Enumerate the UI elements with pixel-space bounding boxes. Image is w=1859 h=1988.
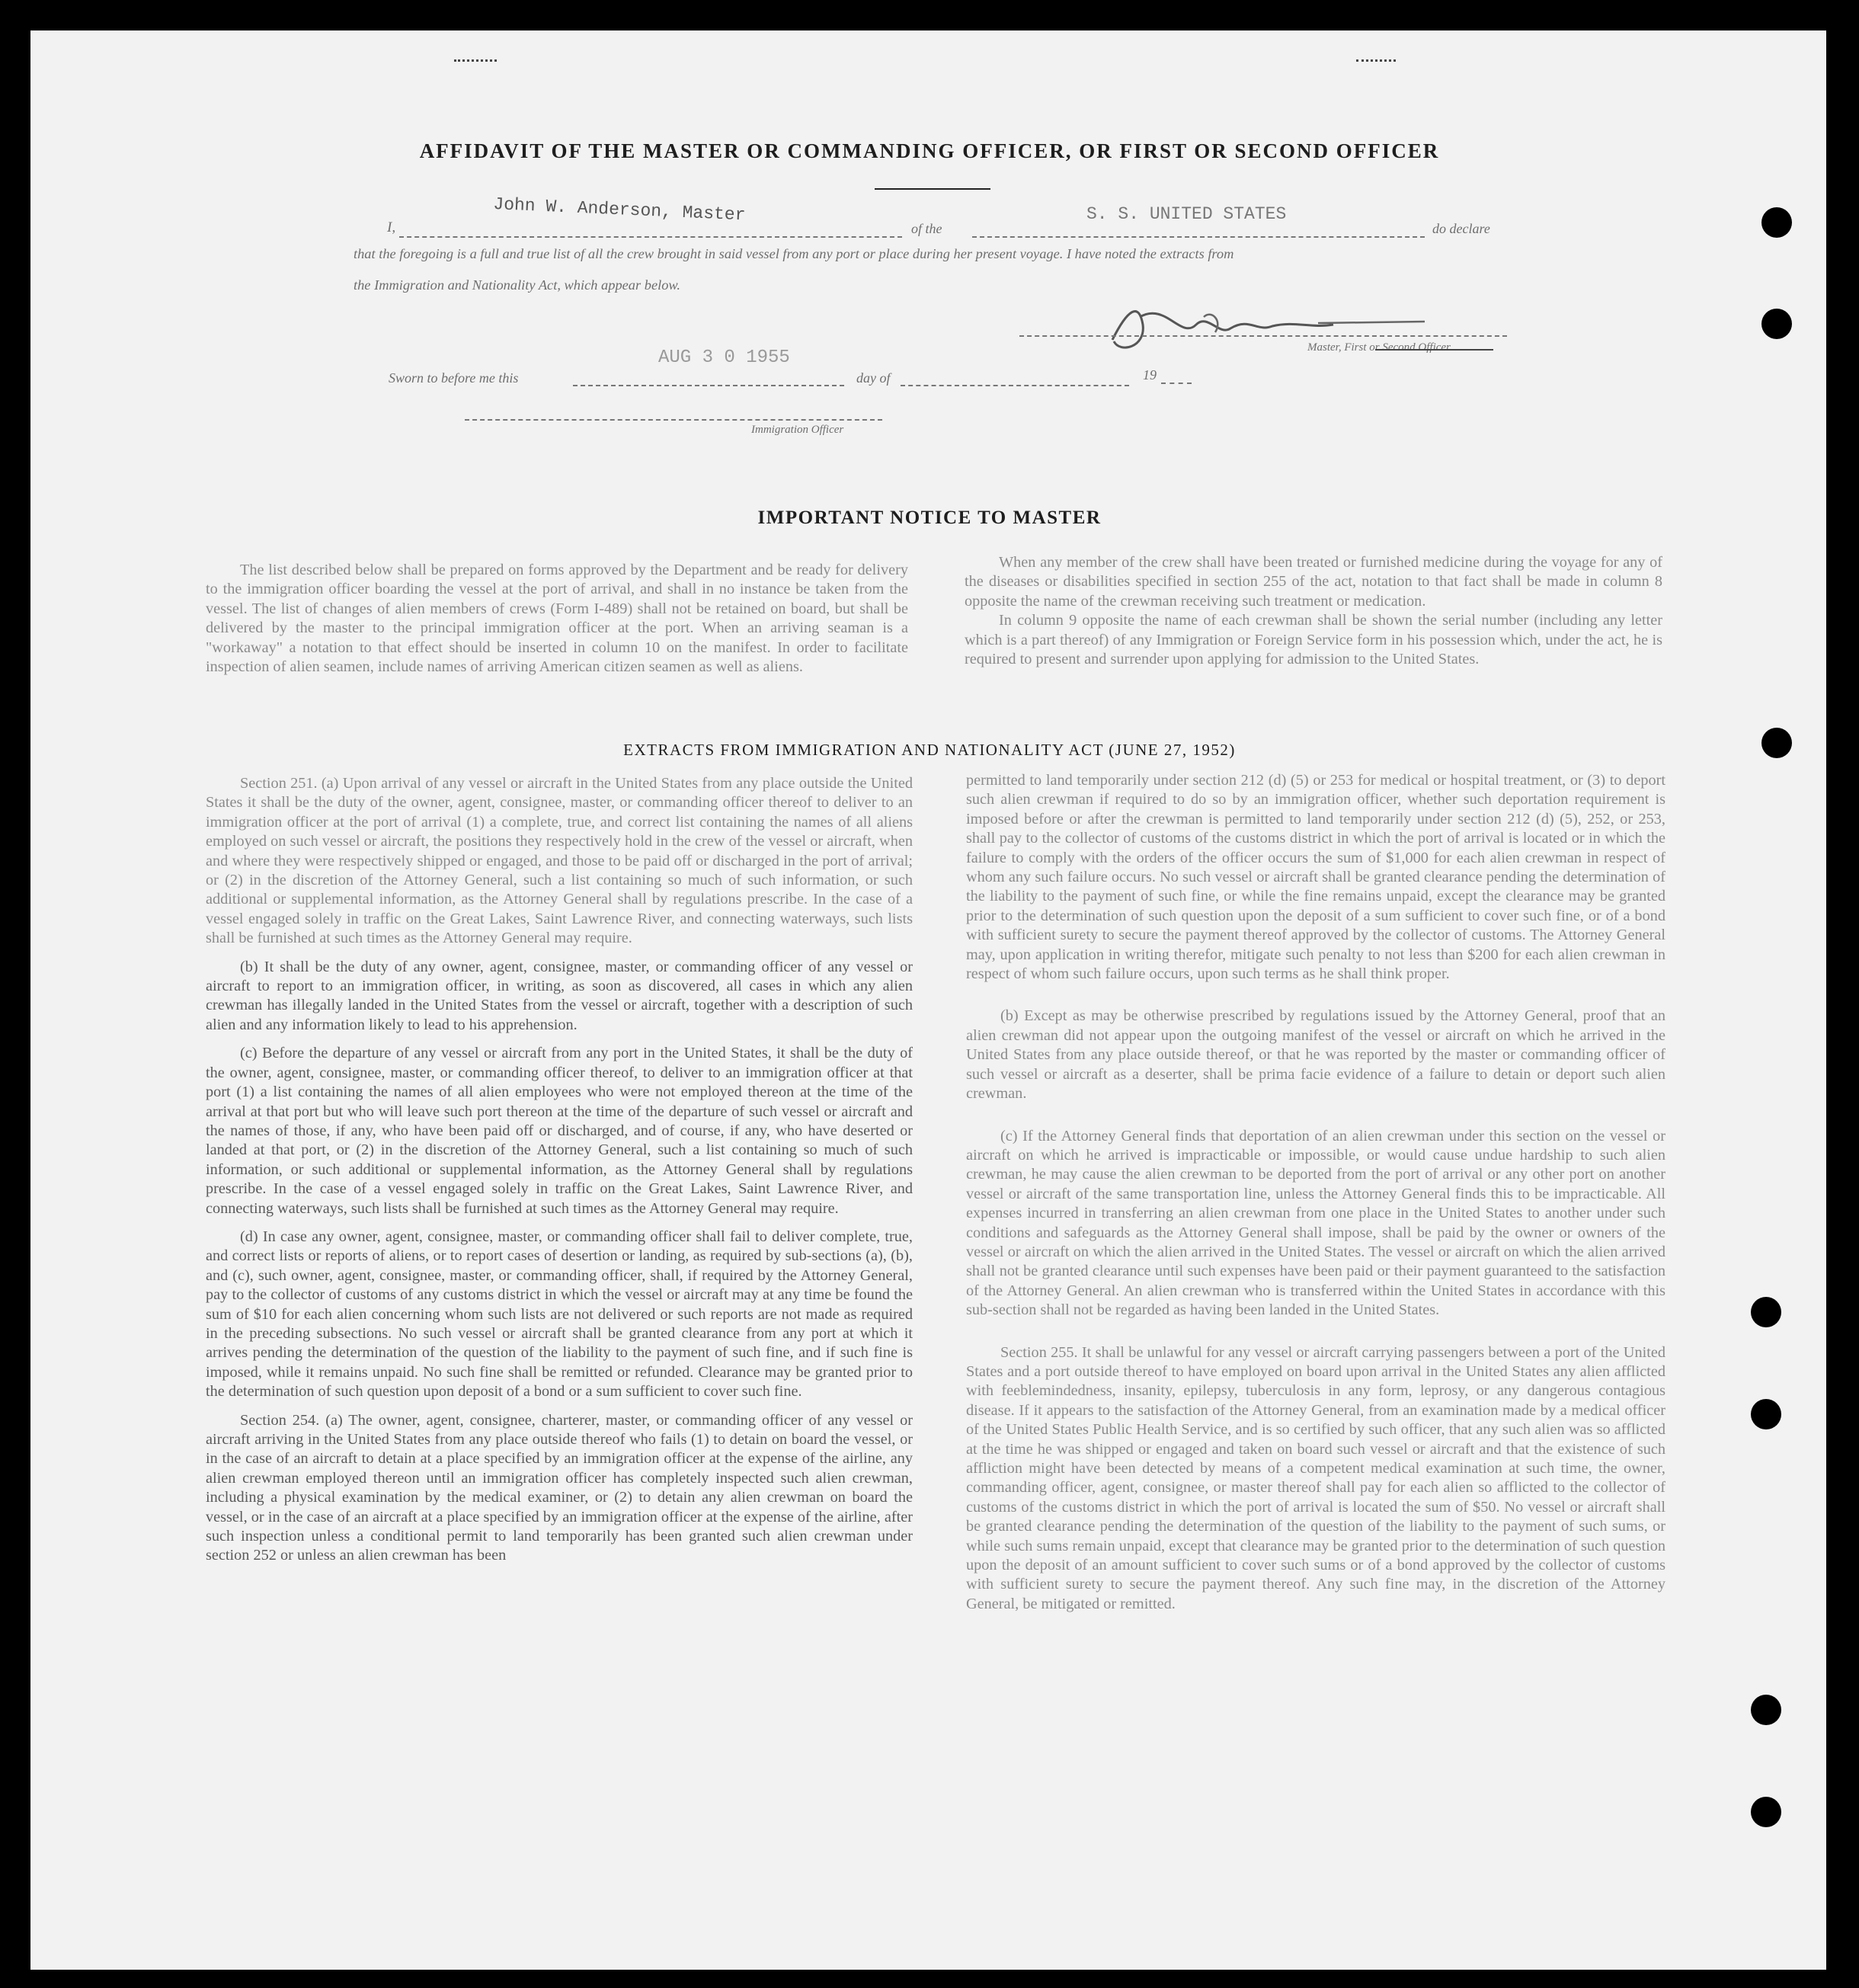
section-254c: (c) If the Attorney General finds that deportation of an alien crewman under this section on the vessel or aircraft on which he arrived is impracticable or impossible, or would cause undue hardship to such alien crewman, he may cause the alien crewman to be deported from the port of arrival or any other port on another vessel or aircraft of the same transportation line, unless the Attorney General finds this to be impracticable. All expenses incurred in transferring an alien crewman from one place in the United States to another under such conditions and safeguards as the Attorney General shall impose, shall be paid by the owner or owners of the vessel or aircraft on which the alien arrived in the United States. The vessel or aircraft on which the alien arrived shall not be granted clearance until such expenses have been paid or their payment guaranteed to the satisfaction of the Attorney General. An alien crewman who is transferred within the United States in accordance with this sub-section shall not be regarded as having been landed in the United States. <box>966 1127 1665 1319</box>
i-label: I, <box>387 219 396 235</box>
notice-right-text-1: When any member of the crew shall have been treated or furnished medicine during the voyage for any of the diseases or disabilities specified in section 255 of the act, notation to that fact shall be made in column 8 opposite the name of the crewman receiving such treatment or medication. <box>965 554 1662 610</box>
stamped-date: AUG 3 0 1955 <box>658 347 790 368</box>
sworn-label: Sworn to before me this <box>389 370 519 386</box>
of-the-label: of the <box>911 221 942 236</box>
section-254b: (b) Except as may be otherwise prescribed by regulations issued by the Attorney General, proof that an alien crewman did not appear upon the outgoing manifest of the vessel or aircraft on which he arrived in the United States from any place outside thereof, or that he was reported by the master or commanding officer of such vessel or aircraft as a deserter, shall be prima facie evidence of a failure to detain or deport such alien crewman. <box>966 1007 1665 1103</box>
typed-master-name: John W. Anderson, Master <box>492 194 746 226</box>
notice-left-text: The list described below shall be prepared on forms approved by the Department and be ready for delivery to the immigration officer boarding the vessel at the port of arrival, and shall in no instance be taken from the vessel. The list of changes of alien members of crews (Form I-489) shall not be retained on board, but shall be delivered by the master to the principal immigration officer at the port. When an arriving seaman is a "workaway" a notation to that effect should be inserted in column 10 on the manifest. In order to facilitate inspection of alien seamen, include names of arriving American citizen seamen as well as aliens. <box>206 562 908 676</box>
notice-left-column <box>206 561 908 677</box>
name-blank-line <box>399 236 902 238</box>
statement-line-1: that the foregoing is a full and true list of all the crew brought in said vessel from any port or place during her present voyage. I have noted the extracts from <box>354 246 1234 261</box>
section-251c: (c) Before the departure of any vessel or aircraft from any port in the United States, it shall be the duty of the owner, agent, consignee, master, or commanding officer thereof, to deliver to an immigration officer at that port (1) a list containing the names of all alien employees who were not employed thereon at the time of the arrival at that port but who will leave such port thereon at the time of the departure of such vessel or aircraft and the names of those, if any, who have been paid off or discharged, and of course, if any, who have deserted or landed at that port, or (2) in the discretion of the Attorney General, such a list containing so much of such information, or such additional or supplemental information, as the Attorney General shall by regulations prescribe. In the case of a vessel engaged solely in traffic on the Great Lakes, Saint Lawrence River, and connecting waterways, such lists shall be furnished at such times as the Attorney General may require. <box>206 1045 913 1217</box>
vessel-blank-line <box>972 236 1425 238</box>
section-251a: Section 251. (a) Upon arrival of any vessel or aircraft in the United States from any place outside the United States it shall be the duty of the owner, agent, consignee, master, or commanding officer thereof to deliver to an immigration officer at the port of arrival (1) a complete, true, and correct list containing the names of all aliens employed on such vessel or aircraft, the positions they respectively hold in the crew of the vessel or aircraft, when and where they were respectively shipped or engaged, and those to be paid off or discharged in the port of arrival; or (2) in the discretion of the Attorney General, such a list containing so much of such information, or such additional or supplemental information, as the Attorney General shall by regulations prescribe. In the case of a vessel engaged solely in traffic on the Great Lakes, Saint Lawrence River, and connecting waterways, such lists shall be furnished at such times as the Attorney General may require. <box>206 775 913 947</box>
year-blank-line <box>1161 383 1192 384</box>
typed-vessel-name: S. S. UNITED STATES <box>1086 204 1287 224</box>
section-254a: Section 254. (a) The owner, agent, consignee, charterer, master, or commanding officer of any vessel or aircraft arriving in the United States from any place outside thereof who fails (1) to detain on board the vessel, or in the case of an aircraft to detain at a place specified by an immigration officer at the expense of the airline, any alien crewman employed thereon until an immigration officer has completely inspected such alien crewman, including a physical examination by the medical examiner, or (2) to detain any alien crewman on board the vessel, or in the case of an aircraft at a place specified by an immigration officer at the expense of the airline, after such inspection unless a conditional permit to land temporarily has been granted such alien crewman under section 252 or unless an alien crewman has been <box>206 1411 913 1564</box>
binder-hole <box>1751 1797 1781 1827</box>
binder-hole <box>1751 1297 1781 1327</box>
signature-line <box>1019 335 1507 337</box>
notice-title: IMPORTANT NOTICE TO MASTER <box>757 507 1102 528</box>
extracts-right-column <box>966 771 1665 1614</box>
section-255: Section 255. It shall be unlawful for any vessel or aircraft carrying passengers between a port of the United States and a port outside thereof to have employed on board upon arrival in the United States any alien afflicted with feeblemindedness, insanity, epilepsy, tuberculosis in any form, leprosy, or any dangerous contagious disease. If it appears to the satisfaction of the Attorney General, from an examination made by a medical officer of the United States Public Health Service, and is so certified by such officer, that any such alien was so afflicted at the time he was shipped or engaged and taken on board such vessel or aircraft and that the existence of such affliction might have been detected by means of a competent medical examination at such time, the owner, commanding officer, agent, consignee, or master thereof shall pay for each alien so afflicted to the collector of customs of the customs district in which the port of arrival is located the sum of $50. No vessel or aircraft shall be granted clearance pending the determination of the question of the liability to the payment of such sums, or while such sums remain unpaid, except that clearance may be granted prior to the determination of such question upon the deposit of an amount sufficient to cover such sums or of a bond approved by the collector of customs with sufficient surety to secure the payment thereof. Any such fine may, in the discretion of the Attorney General, be mitigated or remitted. <box>966 1343 1665 1612</box>
day-of-label: day of <box>856 370 891 386</box>
top-right-mark <box>1356 59 1396 62</box>
notice-right-column <box>965 553 1662 669</box>
extracts-title: EXTRACTS FROM IMMIGRATION AND NATIONALITY ACT (JUNE 27, 1952) <box>623 741 1236 759</box>
binder-hole <box>1761 309 1792 339</box>
officer-caption: Immigration Officer <box>751 424 844 436</box>
officer-signature-line <box>465 419 882 421</box>
section-254a-continued: permitted to land temporarily under section 212 (d) (5) or 253 for medical or hospital treatment, or (3) to deport such alien crewman if required to do so by an immigration officer, whether such deportation requirement is imposed before or after the crewman is permitted to land temporarily under section 212 (d) (5), 252, or 253, shall pay to the collector of customs of the customs district in which the port of arrival is located or in which the failure to comply with the orders of the officer occurs the sum of $1,000 for each alien crewman in respect of whom any such failure occurs. No such vessel or aircraft shall be granted clearance pending the determination of the liability to the payment of such fine, or while the fine remains unpaid, except the clearance may be granted prior to the determination of such question upon the deposit of a sum sufficient to cover such fine, or of a bond with sufficient surety to secure the payment thereof approved by the collector of customs. The Attorney General may, upon application in writing therefor, mitigate such penalty to not less than $200 for each alien crewman in respect of whom such failure occurs, upon such terms as he shall think proper. <box>966 772 1665 983</box>
notice-right-text-2: In column 9 opposite the name of each crewman shall be shown the serial number (including any letter which is a part thereof) of any Immigration or Foreign Service form in his possession which, under the act, he is required to present and surrender upon applying for admission to the United States. <box>965 612 1662 668</box>
statement-line-2: the Immigration and Nationality Act, which appear below. <box>354 277 680 293</box>
binder-hole <box>1751 1695 1781 1725</box>
year-label: 19 <box>1143 367 1157 383</box>
affidavit-title: AFFIDAVIT OF THE MASTER OR COMMANDING OFFICER, OR FIRST OR SECOND OFFICER <box>419 139 1440 162</box>
section-251d: (d) In case any owner, agent, consignee, master, or commanding officer shall fail to deliver complete, true, and correct lists or reports of aliens, or to report cases of desertion or landing, as required by sub-sections (a), (b), and (c), such owner, agent, consignee, master, or commanding officer, shall, if required by the Attorney General, pay to the collector of customs of any customs district in which the vessel or aircraft may at any time be found the sum of $10 for each alien concerning whom such lists are not delivered or such reports are not made as required in the preceding subsections. No such vessel or aircraft shall be granted clearance from any port at which it arrives pending the determination of the question of the liability to the payment of such fine, and if such fine is imposed, while it remains unpaid. No such fine shall be remitted or refunded. Clearance may be granted prior to the determination of such question upon deposit of a bond or a sum sufficient to cover such fine. <box>206 1228 913 1401</box>
top-left-mark <box>454 59 497 62</box>
declare-label: do declare <box>1432 221 1490 236</box>
binder-hole <box>1751 1399 1781 1429</box>
section-251b: (b) It shall be the duty of any owner, agent, consignee, master, or commanding officer of any vessel or aircraft to report to an immigration officer, in writing, as soon as discovered, all cases in which any alien crewman has illegally landed in the United States from the vessel or aircraft, together with a description of such alien and any information likely to lead to his apprehension. <box>206 958 913 1033</box>
signature-caption: Master, First or Second Officer <box>1307 341 1451 354</box>
sworn-blank-line <box>573 385 844 386</box>
extracts-left-column <box>206 774 913 1566</box>
binder-hole <box>1761 207 1792 238</box>
signature-strikethrough <box>1375 349 1493 351</box>
title-underline <box>875 188 990 190</box>
month-blank-line <box>901 385 1129 386</box>
